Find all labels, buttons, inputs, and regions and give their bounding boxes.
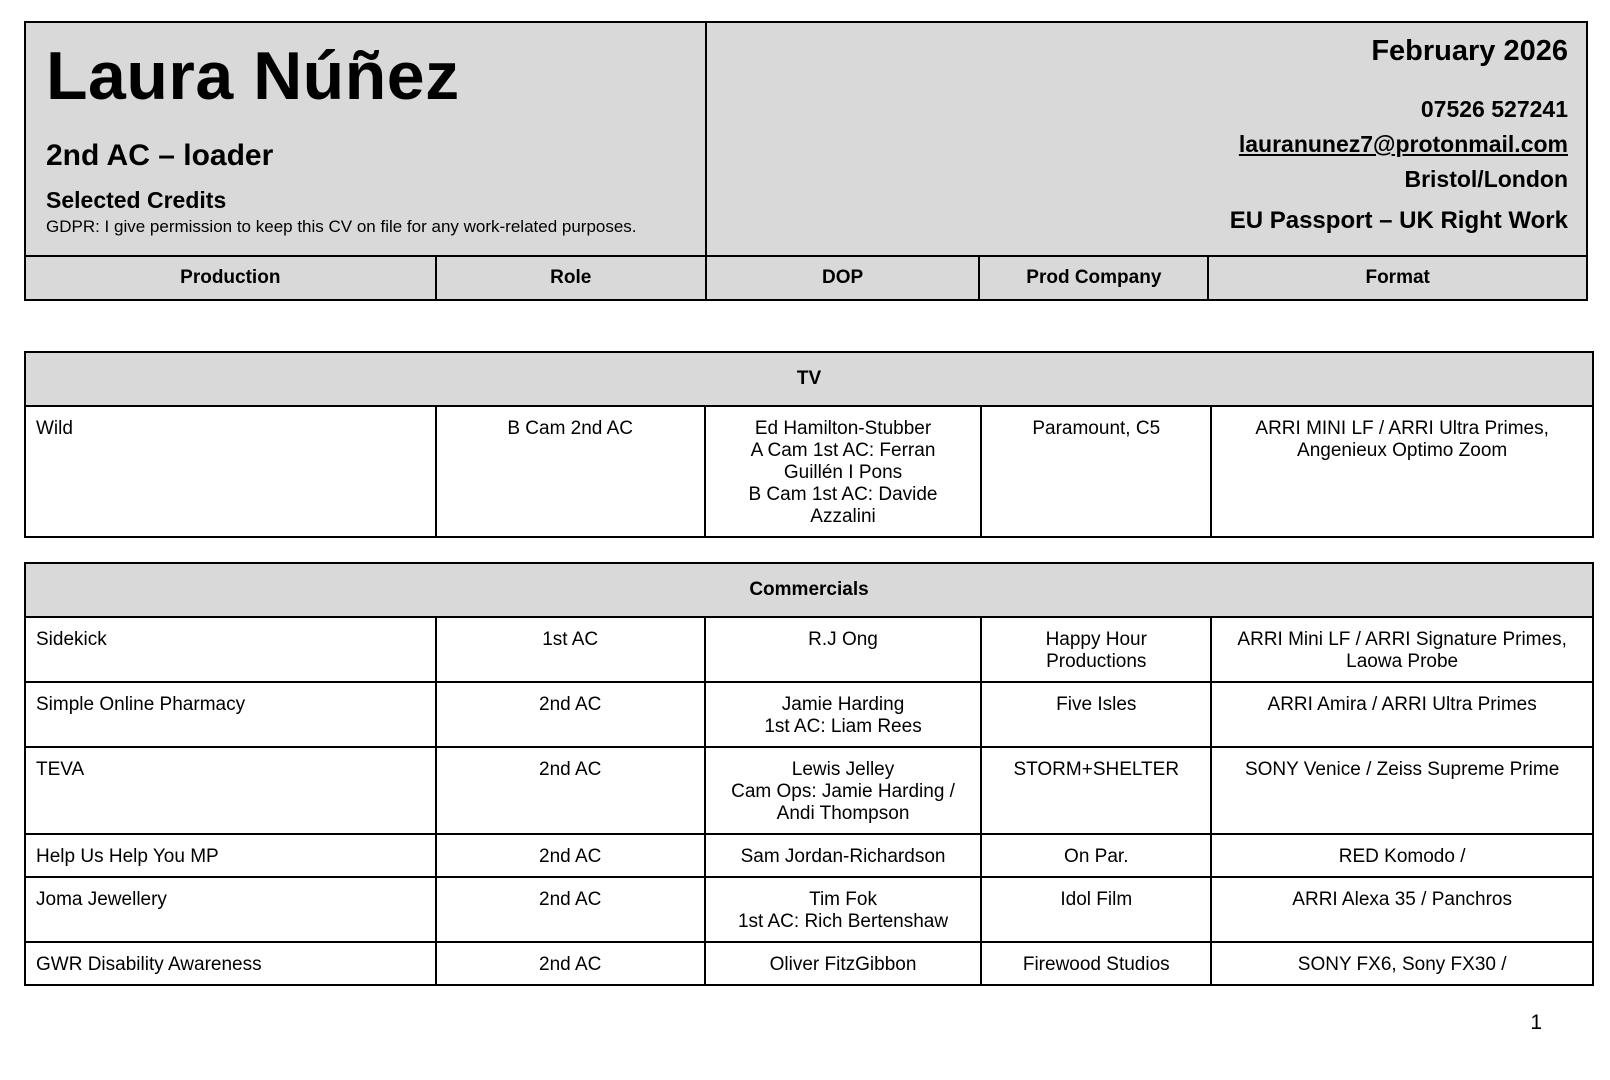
person-name: Laura Núñez <box>46 38 460 114</box>
dop-cell-line: Tim Fok <box>809 889 877 910</box>
dop-cell-line: Guillén I Pons <box>783 462 903 483</box>
production-cell: Simple Online Pharmacy <box>25 682 436 747</box>
company-cell-line: Paramount, C5 <box>1032 418 1161 439</box>
table-row <box>25 406 1593 537</box>
company-cell <box>981 682 1211 747</box>
table-row <box>25 747 1593 834</box>
format-cell-line: Angenieux Optimo Zoom <box>1297 440 1508 461</box>
dop-cell-line: Lewis Jelley <box>791 759 895 780</box>
dop-cell-line: Andi Thompson <box>776 803 910 824</box>
format-cell <box>1211 834 1593 877</box>
format-cell <box>1211 682 1593 747</box>
role-cell: 2nd AC <box>436 834 705 877</box>
role-cell: 1st AC <box>436 617 705 682</box>
format-cell-line: ARRI Alexa 35 / Panchros <box>1292 889 1512 910</box>
company-cell-line: STORM+SHELTER <box>1013 759 1180 780</box>
role-cell: 2nd AC <box>436 877 705 942</box>
column-header-role: Role <box>436 256 706 300</box>
format-cell-line: ARRI MINI LF / ARRI Ultra Primes, <box>1255 418 1549 439</box>
production-cell: Help Us Help You MP <box>25 834 436 877</box>
company-cell <box>981 942 1211 985</box>
header-left-panel <box>25 22 706 256</box>
role-cell: 2nd AC <box>436 942 705 985</box>
dop-cell-line: Jamie Harding <box>781 694 905 715</box>
column-header-company: Prod Company <box>979 256 1208 300</box>
company-cell-line: Firewood Studios <box>1022 954 1170 975</box>
role-cell: 2nd AC <box>436 747 705 834</box>
location: Bristol/London <box>1404 166 1568 192</box>
format-cell <box>1211 617 1593 682</box>
company-cell <box>981 406 1211 537</box>
company-cell-line: Productions <box>1046 651 1147 672</box>
production-cell: Sidekick <box>25 617 436 682</box>
column-header-production: Production <box>25 256 436 300</box>
page-number: 1 <box>1530 1011 1542 1034</box>
section-heading: Selected Credits <box>46 187 227 213</box>
company-cell <box>981 747 1211 834</box>
dop-cell-line: Sam Jordan-Richardson <box>740 846 946 867</box>
job-role: 2nd AC – loader <box>46 139 274 172</box>
dop-cell-line: 1st AC: Rich Bertenshaw <box>737 911 949 932</box>
production-cell: GWR Disability Awareness <box>25 942 436 985</box>
dop-cell-line: A Cam 1st AC: Ferran <box>750 440 936 461</box>
section-title-commercials: Commercials <box>25 563 1593 617</box>
gdpr-statement: GDPR: I give permission to keep this CV on file for any work-related purposes. <box>46 217 637 236</box>
header-right-panel <box>706 22 1587 256</box>
format-cell <box>1211 747 1593 834</box>
dop-cell-line: Cam Ops: Jamie Harding / <box>731 781 955 802</box>
table-row <box>25 942 1593 985</box>
table-row <box>25 834 1593 877</box>
dop-cell <box>705 682 981 747</box>
section-title-tv: TV <box>25 352 1593 406</box>
company-cell-line: Idol Film <box>1060 889 1133 910</box>
production-cell: Wild <box>25 406 436 537</box>
company-cell <box>981 834 1211 877</box>
phone-number: 07526 527241 <box>1420 96 1568 122</box>
format-cell-line: SONY FX6, Sony FX30 / <box>1297 954 1507 975</box>
email-link[interactable]: lauranunez7@protonmail.com <box>1238 131 1568 157</box>
dop-cell-line: B Cam 1st AC: Davide <box>748 484 938 505</box>
production-cell: TEVA <box>25 747 436 834</box>
cv-date: February 2026 <box>1371 35 1568 67</box>
dop-cell-line: 1st AC: Liam Rees <box>764 716 922 737</box>
role-cell: B Cam 2nd AC <box>436 406 705 537</box>
format-cell-line: SONY Venice / Zeiss Supreme Prime <box>1244 759 1560 780</box>
commercials-credits-table <box>24 562 1594 986</box>
role-cell: 2nd AC <box>436 682 705 747</box>
tv-credits-table <box>24 351 1594 538</box>
company-cell <box>981 617 1211 682</box>
format-cell-line: ARRI Mini LF / ARRI Signature Primes, <box>1237 629 1567 650</box>
column-header-format: Format <box>1208 256 1587 300</box>
dop-cell <box>705 747 981 834</box>
cv-header <box>24 21 1588 301</box>
table-row <box>25 682 1593 747</box>
dop-cell-line: Azzalini <box>810 506 876 527</box>
format-cell <box>1211 942 1593 985</box>
dop-cell <box>705 406 981 537</box>
dop-cell <box>705 942 981 985</box>
dop-cell-line: Oliver FitzGibbon <box>769 954 917 975</box>
company-cell-line: Five Isles <box>1056 694 1137 715</box>
dop-cell <box>705 617 981 682</box>
format-cell-line: Laowa Probe <box>1346 651 1459 672</box>
format-cell <box>1211 406 1593 537</box>
production-cell: Joma Jewellery <box>25 877 436 942</box>
table-row <box>25 617 1593 682</box>
format-cell-line: RED Komodo / <box>1338 846 1466 867</box>
format-cell <box>1211 877 1593 942</box>
dop-cell-line: Ed Hamilton-Stubber <box>754 418 932 439</box>
dop-cell-line: R.J Ong <box>808 629 878 650</box>
dop-cell <box>705 834 981 877</box>
company-cell-line: On Par. <box>1064 846 1129 867</box>
company-cell <box>981 877 1211 942</box>
dop-cell <box>705 877 981 942</box>
company-cell-line: Happy Hour <box>1045 629 1147 650</box>
format-cell-line: ARRI Amira / ARRI Ultra Primes <box>1267 694 1537 715</box>
column-header-row <box>25 256 1587 300</box>
column-header-dop: DOP <box>706 256 979 300</box>
table-row <box>25 877 1593 942</box>
passport-status: EU Passport – UK Right Work <box>1229 207 1568 234</box>
